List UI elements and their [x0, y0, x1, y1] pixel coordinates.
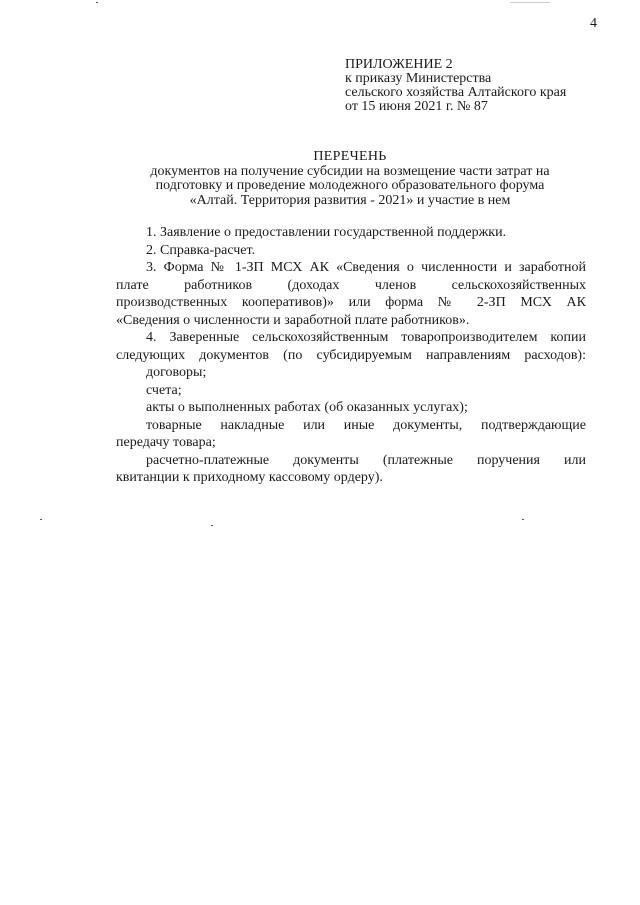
sub-item-acts: акты о выполненных работах (об оказанных услугах);: [146, 400, 468, 415]
document-title: ПЕРЕЧЕНЬ: [313, 149, 387, 164]
scan-mark: [510, 2, 550, 3]
list-item-3-line-1: 3. Форма № 1-ЗП МСХ АК «Сведения о численности и заработной: [146, 260, 586, 275]
list-item-4-line-1: 4. Заверенные сельскохозяйственным товаропроизводителем копии: [146, 330, 586, 345]
sub-item-invoices: счета;: [146, 382, 182, 398]
scan-mark: [40, 519, 42, 520]
document-heading: [100, 150, 600, 208]
appendix-title: ПРИЛОЖЕНИЕ 2: [345, 57, 453, 72]
appendix-order-ref: к приказу Министерства: [345, 71, 492, 86]
appendix-block: [345, 58, 566, 114]
scan-mark: [211, 525, 213, 526]
list-item-3-line-2: плате работников (доходах членов сельскохозяйственных: [116, 277, 586, 293]
list-item-2: 2. Справка-расчет.: [146, 242, 256, 258]
sub-item-waybills-line-2: передачу товара;: [116, 435, 216, 450]
scan-mark: [96, 2, 98, 3]
list-item-3-line-3: производственных кооперативов)» или форма № 2-ЗП МСХ АК: [116, 295, 586, 310]
heading-line-1: документов на получение субсидии на возмещение части затрат на: [150, 163, 550, 179]
sub-item-payments-line-2: квитанции к приходному кассовому ордеру).: [116, 470, 383, 485]
sub-item-payments-line-1: расчетно-платежные документы (платежные поручения или: [146, 452, 586, 468]
page-number: 4: [590, 16, 597, 31]
appendix-ministry: сельского хозяйства Алтайского края: [345, 85, 567, 100]
list-item-3-line-4: «Сведения о численности и заработной плате работников».: [116, 312, 470, 328]
document-body: [116, 224, 586, 487]
sub-item-contracts: договоры;: [146, 365, 207, 380]
appendix-date: от 15 июня 2021 г. № 87: [345, 99, 488, 114]
heading-line-3: «Алтай. Территория развития - 2021» и участие в нем: [189, 192, 511, 208]
list-item-1: 1. Заявление о предоставлении государственной поддержки.: [146, 225, 507, 240]
sub-item-waybills-line-1: товарные накладные или иные документы, подтверждающие: [146, 417, 586, 433]
scan-mark: [522, 519, 524, 520]
list-item-4-line-2: следующих документов (по субсидируемым направлениям расходов):: [116, 347, 586, 363]
heading-line-2: подготовку и проведение молодежного образовательного форума: [155, 178, 545, 193]
